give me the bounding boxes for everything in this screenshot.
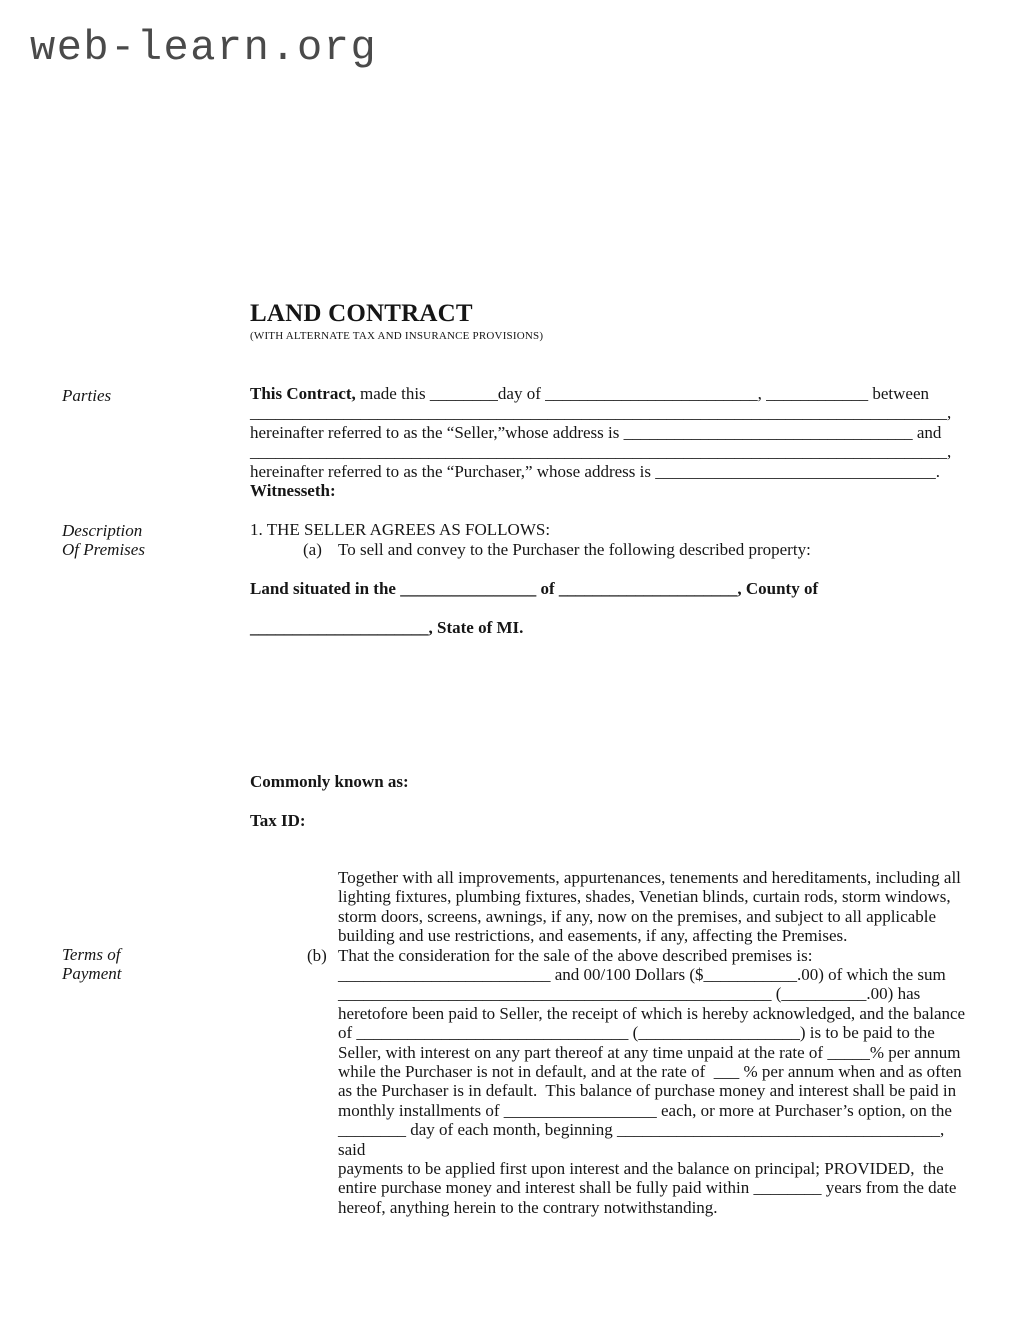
margin-label-description	[62, 521, 232, 560]
seller-address-line: hereinafter referred to as the “Seller,”whose address is __________________________________ and	[250, 422, 942, 442]
margin-label-terms	[62, 945, 232, 984]
margin-label-description-line2: Of Premises	[62, 540, 145, 560]
item-b-line	[250, 946, 974, 965]
witnesseth-heading: Witnesseth:	[250, 481, 336, 501]
tax-id-heading: Tax ID:	[250, 811, 306, 831]
item-b-marker: (b)	[307, 945, 327, 965]
together-with-line-2: lighting fixtures, plumbing fixtures, shades, Venetian blinds, curtain rods, storm windows,	[338, 887, 951, 907]
payments-applied-line: payments to be applied first upon interest and the balance on principal; PROVIDED, the	[338, 1158, 944, 1178]
together-with-line-1: Together with all improvements, appurtenances, tenements and hereditaments, including all	[338, 867, 961, 887]
commonly-known-heading: Commonly known as:	[250, 772, 409, 792]
purchaser-address-line: hereinafter referred to as the “Purchaser,” whose address is _________________________________.	[250, 461, 940, 481]
margin-label-terms-line2: Payment	[62, 964, 122, 984]
default-rate-line: while the Purchaser is not in default, and at the rate of ___ % per annum when and as often	[338, 1061, 962, 1081]
margin-label-description-line1: Description	[62, 521, 143, 540]
contract-intro-line	[250, 384, 974, 403]
contract-intro-bold: This Contract,	[250, 384, 356, 403]
margin-label-parties	[62, 386, 232, 405]
seller-name-blank-line: __________________________________________________________________________________,	[250, 403, 952, 423]
land-situated-line: Land situated in the ________________ of _____________________, County of	[250, 579, 819, 599]
margin-label-parties-text: Parties	[62, 386, 112, 405]
sum-paid-blank-line: ___________________________________________________ (__________.00) has	[338, 984, 921, 1004]
state-line: _____________________, State of MI.	[250, 617, 524, 637]
seller-agrees-clause: 1. THE SELLER AGREES AS FOLLOWS:	[250, 520, 551, 540]
margin-label-terms-line1: Terms of	[62, 945, 121, 964]
document-subtitle: (WITH ALTERNATE TAX AND INSURANCE PROVISIONS)	[250, 330, 544, 343]
item-b-text: That the consideration for the sale of the above described premises is:	[338, 945, 813, 965]
together-with-line-3: storm doors, screens, awnings, if any, now on the premises, and subject to all applicable	[338, 906, 937, 926]
fully-paid-line: entire purchase money and interest shall be fully paid within ________ years from the date	[338, 1178, 957, 1198]
item-a-text: To sell and convey to the Purchaser the following described property:	[338, 539, 811, 559]
balance-paid-line: as the Purchaser is in default. This balance of purchase money and interest shall be paid in	[338, 1081, 957, 1101]
site-logo: web-learn.org	[30, 24, 378, 72]
notwithstanding-line: hereof, anything herein to the contrary notwithstanding.	[338, 1197, 718, 1217]
contract-intro-rest: made this ________day of _________________________, ____________ between	[355, 384, 929, 403]
heretofore-paid-line: heretofore been paid to Seller, the receipt of which is hereby acknowledged, and the balance	[338, 1003, 966, 1023]
item-a-marker: (a)	[303, 539, 322, 559]
purchaser-name-blank-line: __________________________________________________________________________________,	[250, 442, 952, 462]
monthly-installments-line: monthly installments of __________________ each, or more at Purchaser’s option, on the	[338, 1100, 952, 1120]
balance-line: of ________________________________ (___________________) is to be paid to the	[338, 1023, 935, 1043]
item-a-line	[250, 540, 974, 559]
title-block	[250, 301, 543, 342]
day-of-month-line: ________ day of each month, beginning ______________________________________, said	[338, 1120, 949, 1159]
document-body	[250, 384, 974, 1217]
interest-rate-line: Seller, with interest on any part thereof at any time unpaid at the rate of _____% per annum	[338, 1042, 961, 1062]
together-with-line-4: building and use restrictions, and easements, if any, affecting the Premises.	[338, 926, 848, 946]
document-title: LAND CONTRACT	[250, 300, 473, 327]
consideration-amount-line: _________________________ and 00/100 Dollars ($___________.00) of which the sum	[338, 964, 946, 984]
